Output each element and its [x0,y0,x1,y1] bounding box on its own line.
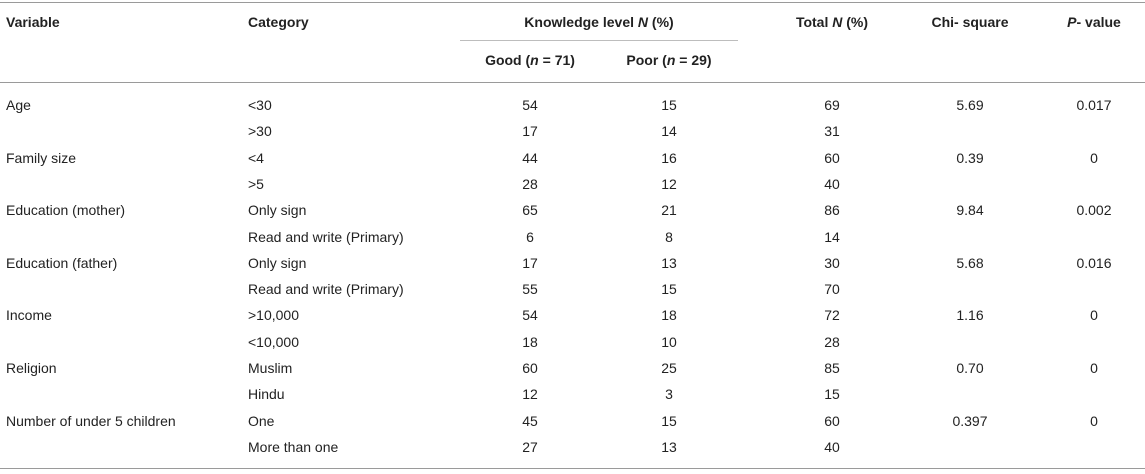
header-total: Total N (%) [795,14,869,30]
cell-poor: 18 [661,307,677,323]
cell-p-value: 0.016 [1076,255,1112,271]
header-variable: Variable [6,14,60,30]
cell-good: 54 [522,97,538,113]
cell-poor: 8 [665,229,673,245]
cell-good: 55 [522,281,538,297]
cell-category: Read and write (Primary) [248,281,404,297]
cell-category: <30 [248,97,272,113]
header-p-value: P- value [1067,14,1121,30]
header-knowledge-level: Knowledge level N (%) [524,14,674,30]
cell-category: One [248,413,275,429]
cell-good: 17 [522,255,538,271]
cell-category: >5 [248,176,264,192]
cell-total: 72 [824,307,840,323]
header-good: Good (n = 71) [485,52,575,68]
table-top-rule [0,2,1145,3]
cell-good: 6 [526,229,534,245]
cell-variable: Income [6,307,52,323]
cell-chi-square: 9.84 [956,202,984,218]
cell-poor: 3 [665,386,673,402]
cell-total: 69 [824,97,840,113]
cell-variable: Age [6,97,31,113]
cell-chi-square: 0.397 [952,413,988,429]
cell-category: >10,000 [248,307,299,323]
cell-good: 65 [522,202,538,218]
cell-good: 44 [522,150,538,166]
cell-variable: Education (father) [6,255,118,271]
cell-variable: Family size [6,150,77,166]
cell-good: 27 [522,439,538,455]
cell-poor: 12 [661,176,677,192]
cell-poor: 10 [661,334,677,350]
cell-good: 60 [522,360,538,376]
cell-total: 60 [824,150,840,166]
cell-good: 28 [522,176,538,192]
cell-total: 60 [824,413,840,429]
cell-category: Muslim [248,360,293,376]
cell-category: More than one [248,439,339,455]
header-category: Category [248,14,309,30]
cell-total: 70 [824,281,840,297]
header-poor: Poor (n = 29) [626,52,712,68]
cell-good: 45 [522,413,538,429]
cell-category: Only sign [248,255,307,271]
table-bottom-rule [0,468,1145,469]
cell-category: Read and write (Primary) [248,229,404,245]
cell-poor: 15 [661,97,677,113]
cell-good: 18 [522,334,538,350]
cell-total: 30 [824,255,840,271]
cell-category: <4 [248,150,264,166]
knowledge-subheader-rule [460,40,738,41]
header-chi-square: Chi- square [931,14,1009,30]
cell-variable: Number of under 5 children [6,413,176,429]
cell-total: 15 [824,386,840,402]
cell-chi-square: 0.39 [956,150,984,166]
cell-category: >30 [248,123,272,139]
cell-category: Only sign [248,202,307,218]
cell-p-value: 0 [1090,307,1098,323]
cell-total: 14 [824,229,840,245]
table-header-rule [0,82,1145,83]
cell-p-value: 0 [1090,150,1098,166]
cell-poor: 21 [661,202,677,218]
cell-poor: 13 [661,255,677,271]
cell-p-value: 0 [1090,360,1098,376]
cell-variable: Religion [6,360,57,376]
cell-total: 28 [824,334,840,350]
cell-poor: 25 [661,360,677,376]
cell-poor: 15 [661,281,677,297]
cell-total: 40 [824,176,840,192]
cell-category: Hindu [248,386,285,402]
cell-chi-square: 0.70 [956,360,984,376]
cell-total: 85 [824,360,840,376]
cell-variable: Education (mother) [6,202,126,218]
cell-total: 40 [824,439,840,455]
cell-poor: 16 [661,150,677,166]
cell-chi-square: 5.68 [956,255,984,271]
cell-good: 54 [522,307,538,323]
cell-p-value: 0.002 [1076,202,1112,218]
cell-total: 86 [824,202,840,218]
cell-p-value: 0.017 [1076,97,1112,113]
cell-good: 17 [522,123,538,139]
cell-p-value: 0 [1090,413,1098,429]
cell-poor: 14 [661,123,677,139]
cell-poor: 15 [661,413,677,429]
cell-poor: 13 [661,439,677,455]
cell-chi-square: 5.69 [956,97,984,113]
cell-good: 12 [522,386,538,402]
cell-category: <10,000 [248,334,299,350]
cell-chi-square: 1.16 [956,307,984,323]
cell-total: 31 [824,123,840,139]
